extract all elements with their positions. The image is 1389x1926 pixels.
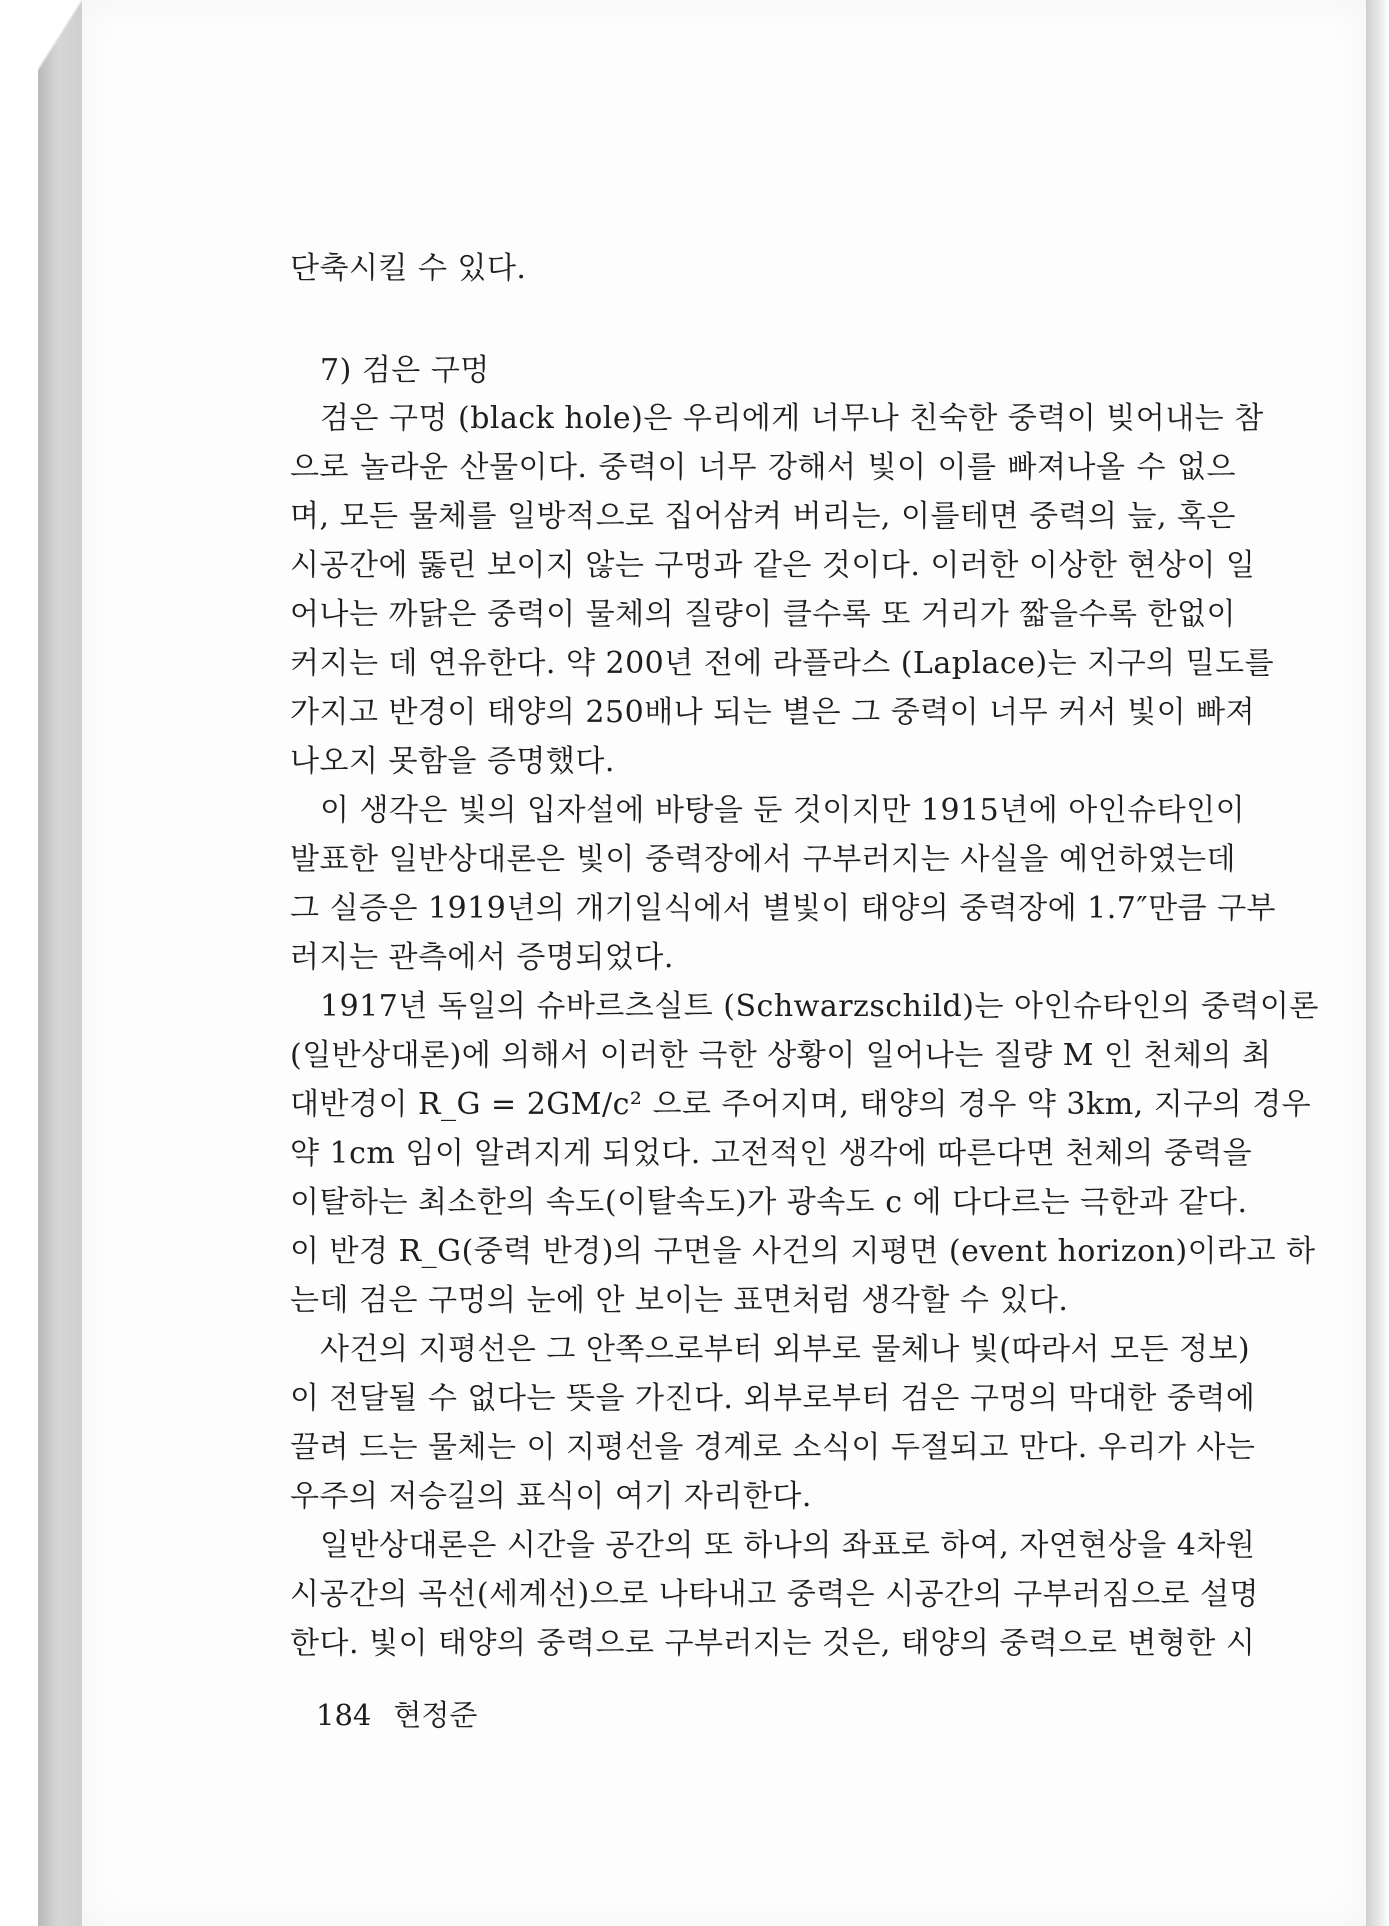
text-line: 가지고 반경이 태양의 250배나 되는 별은 그 중력이 너무 커서 빛이 빠져	[290, 695, 1256, 730]
book-spine	[38, 0, 82, 1926]
text-line: 이 전달될 수 없다는 뜻을 가진다. 외부로부터 검은 구멍의 막대한 중력에	[290, 1381, 1256, 1416]
text-line: 1917년 독일의 슈바르츠실트 (Schwarzschild)는 아인슈타인의 중력이론	[320, 989, 1319, 1024]
spine-top-corner	[38, 0, 82, 70]
page-number: 184	[316, 1698, 372, 1732]
text-line: 으로 놀라운 산물이다. 중력이 너무 강해서 빛이 이를 빠져나올 수 없으	[290, 450, 1236, 485]
text-line: (일반상대론)에 의해서 이러한 극한 상황이 일어나는 질량 M 인 천체의 최	[290, 1038, 1272, 1073]
text-line: 는데 검은 구멍의 눈에 안 보이는 표면처럼 생각할 수 있다.	[290, 1283, 1069, 1318]
text-line: 끌려 드는 물체는 이 지평선을 경계로 소식이 두절되고 만다. 우리가 사는	[290, 1430, 1256, 1465]
text-line: 단축시킬 수 있다.	[290, 251, 527, 286]
text-line: 발표한 일반상대론은 빛이 중력장에서 구부러지는 사실을 예언하였는데	[290, 842, 1236, 877]
text-line: 시공간의 곡선(세계선)으로 나타내고 중력은 시공간의 구부러짐으로 설명	[290, 1577, 1260, 1612]
page-right-edge	[1366, 0, 1389, 1926]
author-name: 현정준	[393, 1698, 478, 1732]
text-line: 그 실증은 1919년의 개기일식에서 별빛이 태양의 중력장에 1.7″만큼 구부	[290, 891, 1277, 926]
text-line: 사건의 지평선은 그 안쪽으로부터 외부로 물체나 빛(따라서 모든 정보)	[320, 1332, 1251, 1367]
page-footer	[316, 1693, 477, 1734]
section-heading: 7) 검은 구멍	[320, 353, 490, 388]
text-line: 나오지 못함을 증명했다.	[290, 744, 615, 779]
text-line: 약 1cm 임이 알려지게 되었다. 고전적인 생각에 따른다면 천체의 중력을	[290, 1136, 1253, 1171]
text-line: 러지는 관측에서 증명되었다.	[290, 940, 674, 975]
text-line: 검은 구멍 (black hole)은 우리에게 너무나 친숙한 중력이 빚어내는 참	[320, 401, 1264, 436]
text-line: 커지는 데 연유한다. 약 200년 전에 라플라스 (Laplace)는 지구의 밀도를	[290, 646, 1275, 681]
text-line: 한다. 빛이 태양의 중력으로 구부러지는 것은, 태양의 중력으로 변형한 시	[290, 1626, 1256, 1661]
text-line: 우주의 저승길의 표식이 여기 자리한다.	[290, 1479, 812, 1514]
text-line: 이탈하는 최소한의 속도(이탈속도)가 광속도 c 에 다다르는 극한과 같다.	[290, 1185, 1248, 1220]
text-line: 며, 모든 물체를 일방적으로 집어삼켜 버리는, 이를테면 중력의 늪, 혹은	[290, 499, 1236, 534]
text-line: 시공간에 뚫린 보이지 않는 구멍과 같은 것이다. 이러한 이상한 현상이 일	[290, 548, 1256, 583]
text-line: 이 생각은 빛의 입자설에 바탕을 둔 것이지만 1915년에 아인슈타인이	[320, 793, 1246, 828]
text-line: 대반경이 R_G = 2GM/c² 으로 주어지며, 태양의 경우 약 3km, 지구의 경우	[290, 1087, 1312, 1122]
text-line: 일반상대론은 시간을 공간의 또 하나의 좌표로 하여, 자연현상을 4차원	[320, 1528, 1256, 1563]
text-line: 어나는 까닭은 중력이 물체의 질량이 클수록 또 거리가 짧을수록 한없이	[290, 597, 1236, 632]
text-line: 이 반경 R_G(중력 반경)의 구면을 사건의 지평면 (event horizon)이라고 하	[290, 1234, 1316, 1269]
